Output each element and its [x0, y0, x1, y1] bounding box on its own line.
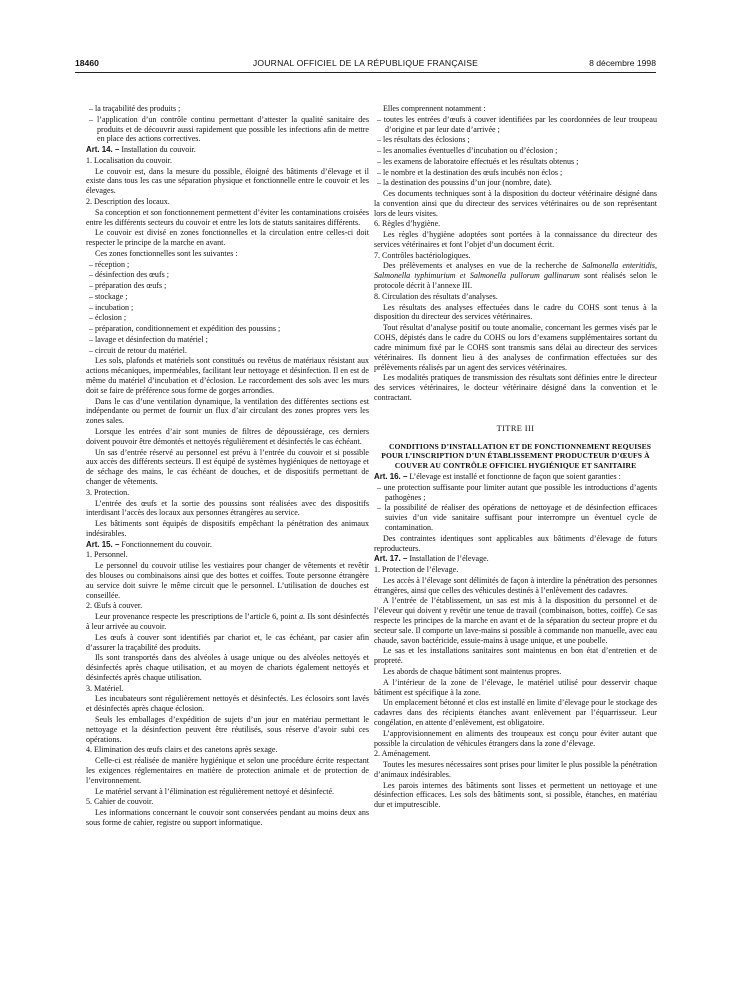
paragraph: Sa conception et son fonctionnement permettent d’éviter les contaminations croisées entre les différents secteurs du couvoir et entre les lots de statuts sanitaires différents. [86, 207, 369, 227]
article-title: Installation de l’élevage. [409, 554, 489, 564]
paragraph: Les résultats des analyses effectuées dans le cadre du COHS sont tenus à la disposition du directeur des services vétérinaires. [374, 302, 657, 322]
list-item: – éclosion ; [89, 313, 127, 323]
list-item: – la destination des poussins d’un jour (nombre, date). [377, 178, 552, 188]
list-item: – les résultats des éclosions ; [377, 135, 470, 145]
article-text: L’élevage est installé et fonctionne de façon que soient garanties : [409, 471, 621, 481]
journal-title: JOURNAL OFFICIEL DE LA RÉPUBLIQUE FRANÇAISE [252, 58, 479, 68]
article-17-heading [374, 554, 657, 564]
paragraph: Ces documents techniques sont à la disposition du docteur vétérinaire désigné dans la convention ainsi que du directeur des services vétérinaires ou de son représentant lors de leurs visites. [374, 188, 657, 218]
article-16-heading [374, 472, 657, 482]
list-item: – préparation, conditionnement et expédition des poussins ; [89, 324, 281, 334]
article-label: Art. 15. – [86, 539, 120, 549]
subsection-heading: 7. Contrôles bactériologiques. [374, 250, 471, 260]
subsection-heading: 5. Cahier de couvoir. [86, 797, 154, 807]
list-item: – l’application d’un contrôle continu permettant d’attester la qualité sanitaire des produits et de découvrir aussi rapidement que possible les infections afin de mettre en place des actions correctives. [89, 114, 369, 144]
article-15-heading [86, 540, 369, 550]
paragraph: Les informations concernant le couvoir sont conservées pendant au moins deux ans sous forme de cahier, registre ou support informatique. [86, 808, 369, 827]
list-item: – les examens de laboratoire effectués et les résultats obtenus ; [377, 156, 579, 166]
page-number: 18460 [75, 58, 99, 68]
paragraph: Un sas d’entrée réservé au personnel est prévu à l’entrée du couvoir et si possible aux accès des différents secteurs. Il est équipé de systèmes hygiéniques de nettoyage et de séchage des mains, le cas échéant de douches, et de dispositifs permettant de changer de vêtements. [86, 447, 369, 487]
paragraph: Leur provenance respecte les prescriptions de l’article 6, point a. Ils sont désinfectés à leur arrivée au couvoir. [86, 612, 369, 632]
page-header [75, 58, 656, 73]
list-item: – une protection suffisante pour limiter autant que possible les introductions d’agents pathogènes ; [377, 482, 657, 502]
paragraph: Des prélèvements et analyses en vue de la recherche de Salmonella enteritidis, Salmonella typhimurium et Salmonella pullorum gallinarum sont réalisés selon le protocole décrit à l’annexe III. [374, 261, 657, 291]
list-item: – la traçabilité des produits ; [89, 104, 181, 113]
paragraph: Le couvoir est, dans la mesure du possible, éloigné des bâtiments d’élevage et il existe dans tous les cas une séparation physique et fonctionnelle entre le couvoir et les élevages. [86, 166, 369, 196]
list-item: – toutes les entrées d’œufs à couver identifiées par les coordonnées de leur troupeau d’origine et par leur date d’arrivée ; [377, 114, 657, 134]
subsection-heading: 6. Règles d’hygiène. [374, 219, 441, 229]
paragraph: A l’intérieur de la zone de l’élevage, le matériel utilisé pour desservir chaque bâtiment est spécifique à la zone. [374, 677, 657, 697]
article-label: Art. 16. – [374, 471, 408, 481]
subsection-heading: 8. Circulation des résultats d’analyses. [374, 291, 498, 301]
paragraph: Seuls les emballages d’expédition de sujets d’un jour en matériau permettant le nettoyage et la désinfection peuvent être réutilisés, sous réserve d’avoir subi ces opérations. [86, 715, 369, 744]
list-item: – incubation ; [89, 302, 134, 312]
subsection-heading: 4. Elimination des œufs clairs et des canetons après sexage. [86, 745, 278, 755]
paragraph: Le couvoir est divisé en zones fonctionnelles et la circulation entre celles-ci doit respecter le principe de la marche en avant. [86, 228, 369, 248]
paragraph: Les accès à l’élevage sont délimités de façon à interdire la pénétration des personnes étrangères, ainsi que celles des véhicules destinés à l’enlèvement des cadavres. [374, 575, 657, 595]
paragraph: Dans le cas d’une ventilation dynamique, la ventilation des différentes sections est indépendante ou permet de fournir un flux d’air circulant des zones propres vers les zones sales. [86, 396, 369, 426]
paragraph: Le matériel servant à l’élimination est régulièrement nettoyé et désinfecté. [95, 786, 335, 796]
article-title: Installation du couvoir. [121, 145, 196, 155]
subsection-heading: 3. Matériel. [86, 683, 124, 693]
subsection-heading: 2. Aménagement. [374, 749, 431, 759]
titre-subheading: CONDITIONS D’INSTALLATION ET DE FONCTIONNEMENT REQUISES POUR L’INSCRIPTION D’UN ÉTABLISSEMENT PRODUCTEUR D’ŒUFS À COUVER AU CONTRÔLE OFFICIEL HYGIÉNIQUE ET SANITAIRE [381, 441, 652, 471]
subsection-heading: 1. Protection de l’élevage. [374, 565, 459, 574]
list-item: – préparation des œufs ; [89, 281, 167, 291]
paragraph: Les sols, plafonds et matériels sont constitués ou revêtus de matériaux résistant aux actions mécaniques, imperméables, facilitant leur nettoyage et désinfection. Il en est de même du matériel d’incubation et d’éclosion. Le raccordement des sols avec les murs doit se faire de préférence sous forme de gorges arrondies. [86, 356, 369, 395]
paragraph: Les bâtiments sont équipés de dispositifs empêchant la pénétration des animaux indésirables. [86, 519, 369, 538]
subsection-heading: 1. Localisation du couvoir. [86, 155, 173, 165]
subsection-heading: 3. Protection. [86, 487, 130, 497]
paragraph: Les modalités pratiques de transmission des résultats sont définies entre le directeur des services vétérinaires, le docteur vétérinaire désigné dans la convention et le contractant. [374, 373, 657, 402]
paragraph: Tout résultat d’analyse positif ou toute anomalie, concernant les germes visés par le COHS, dépistés dans le cadre du COHS ou lors d’examens supplémentaires sortant du cadre minimum fixé par le COHS sont transmis sans délai au directeur des services vétérinaires. Ils donnent lieu à des analyses de confirmation effectuées sur des prélèvements réalisés par un agent des services vétérinaires. [374, 323, 657, 372]
article-label: Art. 14. – [86, 145, 120, 155]
paragraph: Le sas et les installations sanitaires sont maintenus en bon état d’entretien et de propreté. [374, 646, 657, 666]
titre-heading: TITRE III [496, 423, 535, 433]
paragraph: Le personnel du couvoir utilise les vestiaires pour changer de vêtements et revêtir des blouses ou combinaisons ainsi que des bottes et coiffes. Toute personne étrangère au service doit suivre le même circuit que le personnel. L’utilisation de douches est conseillée. [86, 561, 369, 600]
list-item: – désinfection des œufs ; [89, 270, 170, 280]
paragraph: Toutes les mesures nécessaires sont prises pour limiter le plus possible la pénétration d’animaux indésirables. [374, 760, 657, 779]
article-label: Art. 17. – [374, 554, 408, 564]
publication-date: 8 décembre 1998 [589, 58, 656, 68]
paragraph: Elles comprennent notamment : [383, 104, 486, 113]
paragraph: Un emplacement bétonné et clos est installé en limite d’élevage pour le stockage des cadavres dans des récipients étanches avant enlèvement par l’équarrisseur. Leur congélation, en attente d’enlèvement, est obligatoire. [374, 698, 657, 727]
list-item: – réception ; [89, 259, 130, 269]
paragraph: A l’entrée de l’établissement, un sas est mis à la disposition du personnel et de l’éleveur qui doivent y revêtir une tenue de travail (combinaison, bottes, coiffe). Ce sas respecte les principes de la marche en avant et de la séparation du secteur propre et du secteur sale. Il comporte un lave-mains si possible à commande non manuelle, avec eau chaude, savon bactéricide, essuie-mains à usage unique, et une poubelle. [374, 596, 657, 645]
paragraph: Les parois internes des bâtiments sont lisses et permettent un nettoyage et une désinfection efficaces. Les sols des bâtiments sont, si possible, étanches, en matériau dur et imputrescible. [374, 780, 657, 810]
paragraph: L’entrée des œufs et la sortie des poussins sont réalisées avec des dispositifs interdisant l’accès des locaux aux personnes étrangères au service. [86, 498, 369, 518]
paragraph: Ces zones fonctionnelles sont les suivantes : [95, 248, 238, 258]
article-title: Fonctionnement du couvoir. [121, 539, 212, 549]
paragraph: Ils sont transportés dans des alvéoles à usage unique ou des alvéoles nettoyés et désinfectés après chaque utilisation, et au moyen de chariots également nettoyés et désinfectés après chaque utilisation. [86, 653, 369, 683]
subsection-heading: 2. Description des locaux. [86, 197, 170, 207]
paragraph: Les incubateurs sont régulièrement nettoyés et désinfectés. Les éclosoirs sont lavés et désinfectés après chaque éclosion. [86, 694, 369, 714]
right-column [374, 104, 657, 811]
paragraph: Les règles d’hygiène adoptées sont portées à la connaissance du directeur des services vétérinaires et font l’objet d’un document écrit. [374, 230, 657, 249]
paragraph: Les œufs à couver sont identifiés par chariot et, le cas échéant, par casier afin d’assurer la traçabilité des produits. [86, 632, 369, 652]
paragraph: Celle-ci est réalisée de manière hygiénique et selon une procédure écrite respectant les exigences réglementaires en matière de protection animale et de protection de l’environnement. [86, 756, 369, 785]
paragraph: L’approvisionnement en aliments des troupeaux est conçu pour éviter autant que possible la circulation de véhicules étrangers dans la zone d’élevage. [374, 728, 657, 748]
list-item: – circuit de retour du matériel. [89, 345, 187, 355]
list-item: – la possibilité de réaliser des opérations de nettoyage et de désinfection efficaces suivies d’un vide sanitaire suffisant pour interrompre un éventuel cycle de contamination. [377, 503, 657, 532]
subsection-heading: 2. Œufs à couver. [86, 601, 143, 611]
left-column [86, 104, 369, 829]
list-item: – lavage et désinfection du matériel ; [89, 334, 208, 344]
list-item: – le nombre et la destination des œufs incubés non éclos ; [377, 167, 563, 177]
article-14-heading [86, 145, 369, 155]
paragraph: Les abords de chaque bâtiment sont maintenus propres. [383, 667, 562, 676]
paragraph: Des contraintes identiques sont applicables aux bâtiments d’élevage de futurs reproducteurs. [374, 533, 657, 553]
list-item: – stockage ; [89, 291, 128, 301]
paragraph: Lorsque les entrées d’air sont munies de filtres de dépoussiérage, ces derniers doivent pouvoir être démontés et nettoyés régulièrement et désinfectés le cas échéant. [86, 426, 369, 446]
subsection-heading: 1. Personnel. [86, 550, 128, 560]
list-item: – les anomalies éventuelles d’incubation ou d’éclosion ; [377, 146, 558, 156]
